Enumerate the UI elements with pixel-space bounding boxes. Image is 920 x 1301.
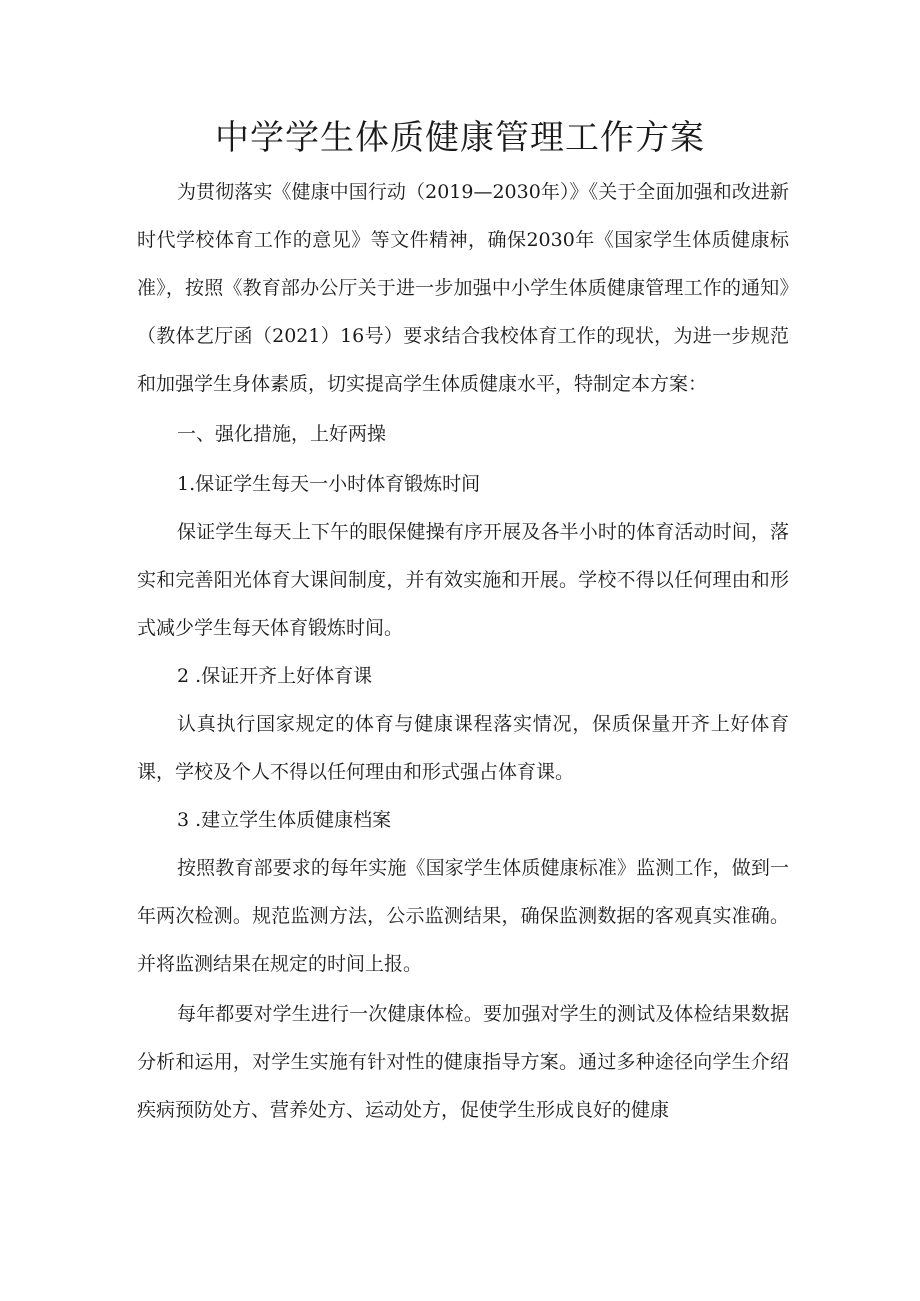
document-title: 中学学生体质健康管理工作方案 bbox=[215, 118, 705, 158]
subsection-heading-3: 3 .建立学生体质健康档案 bbox=[177, 809, 392, 831]
subsection-heading-2: 2 .保证开齐上好体育课 bbox=[177, 665, 373, 687]
paragraph-exercise-time: 保证学生每天上下午的眼保健操有序开展及各半小时的体育活动时间，落实和完善阳光体育大课间制度，并有效实施和开展。学校不得以任何理由和形式减少学生每天体育锻炼时间。 bbox=[137, 521, 789, 639]
document-body bbox=[137, 168, 789, 1134]
intro-paragraph: 为贯彻落实《健康中国行动（2019—2030年）》《关于全面加强和改进新时代学校体育工作的意见》等文件精神，确保2030年《国家学生体质健康标准》，按照《教育部办公厅关于进一步加强中小学生体质健康管理工作的通知》（教体艺厅函（2021）16号）要求结合我校体育工作的现状，为进一步规范和加强学生身体素质，切实提高学生体质健康水平，特制定本方案： bbox=[137, 181, 789, 395]
subsection-heading-1: 1.保证学生每天一小时体育锻炼时间 bbox=[177, 473, 481, 495]
paragraph-pe-class: 认真执行国家规定的体育与健康课程落实情况，保质保量开齐上好体育课，学校及个人不得以任何理由和形式强占体育课。 bbox=[137, 713, 789, 783]
paragraph-health-records: 按照教育部要求的每年实施《国家学生体质健康标准》监测工作，做到一年两次检测。规范监测方法，公示监测结果，确保监测数据的客观真实准确。并将监测结果在规定的时间上报。 bbox=[137, 857, 789, 975]
paragraph-health-checkup: 每年都要对学生进行一次健康体检。要加强对学生的测试及体检结果数据分析和运用，对学生实施有针对性的健康指导方案。通过多种途径向学生介绍疾病预防处方、营养处方、运动处方，促使学生形成良好的健康 bbox=[137, 1003, 789, 1121]
section-heading-1: 一、强化措施，上好两操 bbox=[177, 423, 387, 445]
